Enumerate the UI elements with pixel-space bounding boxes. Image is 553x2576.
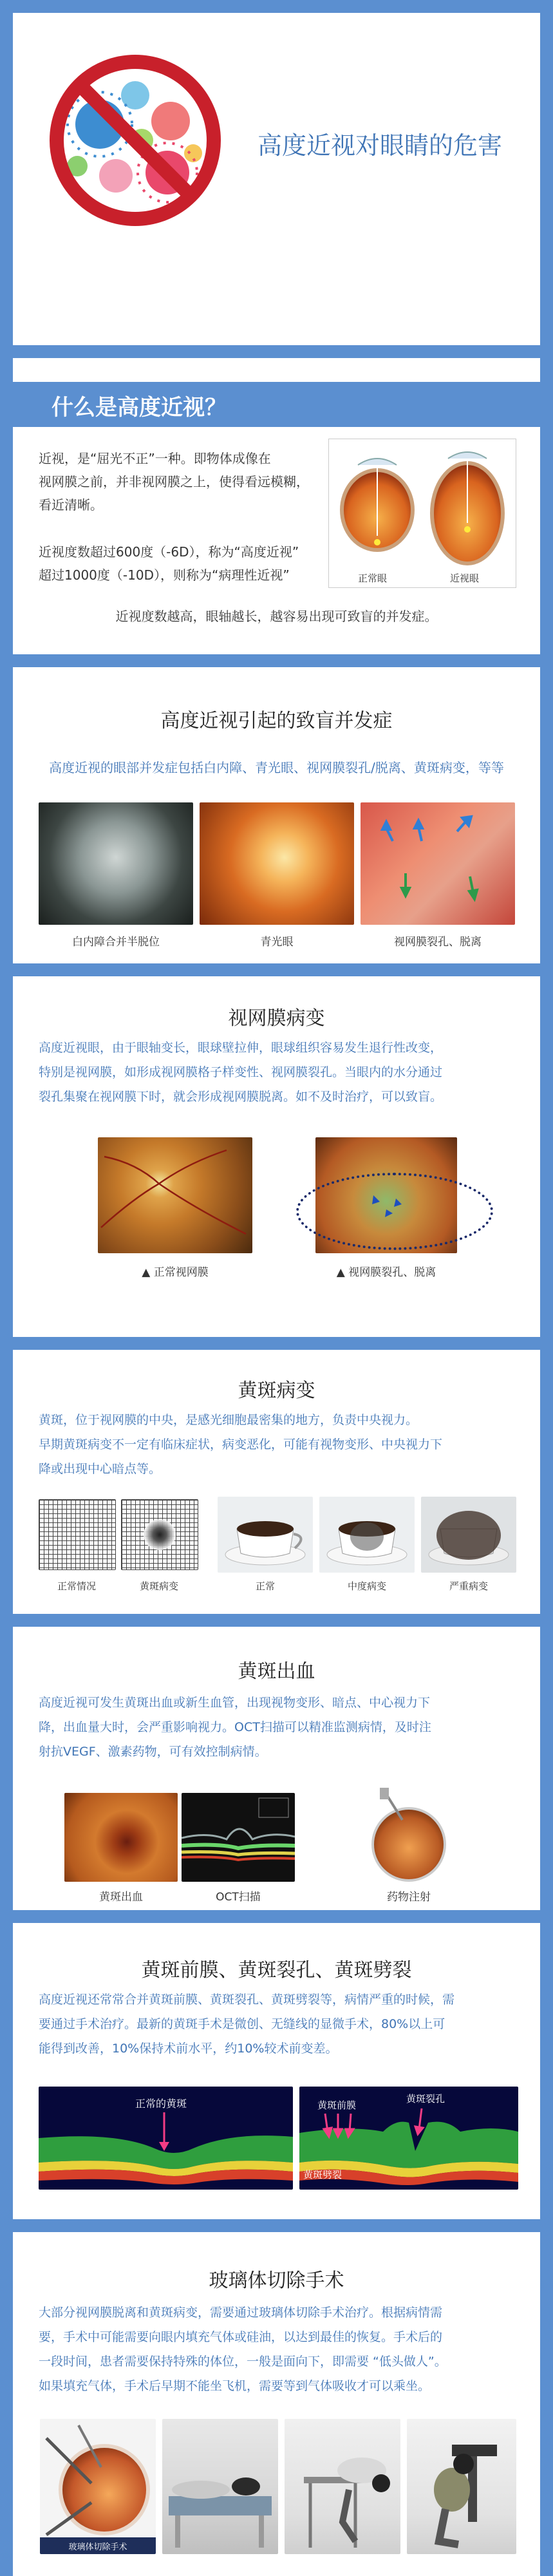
text-line: 近视度数超过600度（-6D），称为“高度近视”: [39, 544, 299, 560]
membrane-text: [39, 1987, 455, 2061]
eye-diagram: [328, 439, 516, 588]
what-footer: 近视度数越高，眼轴越长，越容易出现可致盲的并发症。: [115, 609, 438, 624]
photo-normal-retina: [98, 1137, 252, 1253]
photo-oct-scan: [182, 1793, 295, 1882]
section-title: 视网膜病变: [228, 1007, 325, 1030]
caption: ▲ 视网膜裂孔、脱离: [336, 1266, 436, 1279]
oct-label: 黄斑裂孔: [406, 2093, 445, 2105]
caption: 青光眼: [260, 936, 294, 949]
photo-retinal-tear: [361, 802, 515, 925]
retina-card: [13, 976, 540, 1337]
section-title: 黄斑病变: [238, 1379, 315, 1402]
macula-text: [39, 1408, 442, 1481]
photo-macular-hemorrhage: [64, 1793, 178, 1882]
caption: 白内障合并半脱位: [72, 936, 160, 949]
hero-card: [13, 13, 540, 345]
membrane-card: [13, 1923, 540, 2219]
text-line: 要，手术中可能需要向眼内填充气体或硅油，以达到最佳的恢复。手术后的: [39, 2330, 443, 2344]
oct-label: 黄斑前膜: [317, 2099, 357, 2111]
oct-normal-macula: [39, 2087, 293, 2190]
surgery-card: [13, 2232, 540, 2576]
oct-label: 正常的黄斑: [135, 2098, 187, 2110]
dotted-highlight: [296, 1173, 493, 1250]
surgery-text: [39, 2300, 447, 2398]
photo-glaucoma: [200, 802, 354, 925]
caption: OCT扫描: [216, 1891, 261, 1904]
what-card: [13, 358, 540, 654]
text-line: 高度近视可发生黄斑出血或新生血管，出现视物变形、暗点、中心视力下: [39, 1696, 431, 1710]
section-title: 玻璃体切除手术: [209, 2269, 344, 2292]
eye-label-myopic: 近视眼: [450, 573, 480, 584]
caption: 严重病变: [449, 1580, 488, 1592]
hemorrhage-text: [39, 1690, 431, 1764]
amsler-grid-normal: [39, 1499, 116, 1570]
caption: 黄斑病变: [139, 1580, 178, 1592]
section-heading: 什么是高度近视？: [52, 395, 227, 421]
complications-card: [13, 667, 540, 963]
caption: ▲ 正常视网膜: [142, 1266, 209, 1279]
section-title: 高度近视引起的致盲并发症: [160, 710, 393, 732]
no-virus-icon: [39, 44, 232, 237]
amsler-grid-distorted: [121, 1499, 198, 1570]
caption: 中度病变: [347, 1580, 386, 1592]
text-line: 能得到改善，10%保持术前水平，约10%较术前变差。: [39, 2041, 338, 2056]
oct-pathology: [299, 2087, 518, 2190]
section-heading-bar: [13, 382, 540, 427]
macula-card: [13, 1350, 540, 1614]
what-para-2: [39, 540, 299, 587]
photo-vitrectomy-diagram: [40, 2419, 156, 2554]
text-line: 大部分视网膜脱离和黄斑病变，需要通过玻璃体切除手术治疗。根据病情需: [39, 2306, 443, 2320]
oct-label: 黄斑劈裂: [303, 2169, 342, 2181]
coffee-normal: [218, 1497, 313, 1573]
caption: 正常: [255, 1580, 275, 1592]
text-line: 特别是视网膜，如形成视网膜格子样变性、视网膜裂孔。当眼内的水分通过: [39, 1065, 443, 1079]
caption: 药物注射: [387, 1891, 431, 1904]
photo-cataract: [39, 802, 193, 925]
text-line: 看近清晰。: [39, 497, 103, 513]
text-line: 高度近视还常常合并黄斑前膜、黄斑裂孔、黄斑劈裂等，病情严重的时候，需: [39, 1993, 455, 2007]
caption: 黄斑出血: [99, 1891, 143, 1904]
eye-label-normal: 正常眼: [358, 573, 388, 584]
retina-text: [39, 1036, 442, 1109]
text-line: 射抗VEGF、激素药物，可有效控制病情。: [39, 1745, 267, 1759]
text-line: 要通过手术治疗。最新的黄斑手术是微创、无缝线的显微手术，80%以上可: [39, 2017, 445, 2031]
text-line: 黄斑，位于视网膜的中央，是感光细胞最密集的地方，负责中央视力。: [39, 1413, 418, 1427]
caption: 正常情况: [57, 1580, 96, 1592]
caption: 视网膜裂孔、脱离: [394, 936, 482, 949]
photo-face-down-support: [407, 2419, 516, 2554]
coffee-severe: [421, 1497, 516, 1573]
text-line: 视网膜之前，并非视网膜之上，使得看远模糊，: [39, 474, 309, 489]
photo-recovery-bed: [162, 2419, 278, 2554]
text-line: 一段时间，患者需要保持特殊的体位，一般是面向下，即需要 “低头做人”。: [39, 2354, 447, 2369]
photo-eye-injection: [367, 1788, 451, 1883]
text-line: 如果填充气体，手术后早期不能坐飞机，需要等到气体吸收才可以乘坐。: [39, 2379, 431, 2393]
coffee-moderate: [319, 1497, 415, 1573]
photo-face-down-chair: [285, 2419, 400, 2554]
text-line: 裂孔集聚在视网膜下时，就会形成视网膜脱离。如不及时治疗，可以致盲。: [39, 1090, 443, 1104]
text-line: 早期黄斑病变不一定有临床症状，病变恶化，可能有视物变形、中央视力下: [39, 1437, 443, 1452]
section-title: 黄斑出血: [238, 1660, 315, 1683]
text-line: 降，出血量大时，会严重影响视力。OCT扫描可以精准监测病情，及时注: [39, 1720, 431, 1734]
hero-title: 高度近视对眼睛的危害: [258, 131, 503, 160]
text-line: 降或出现中心暗点等。: [39, 1462, 162, 1476]
text-line: 近视，是“屈光不正”一种。即物体成像在: [39, 451, 271, 466]
complications-intro: 高度近视的眼部并发症包括白内障、青光眼、视网膜裂孔/脱离、黄斑病变，等等: [49, 760, 504, 775]
photo-label: 玻璃体切除手术: [68, 2543, 127, 2552]
hemorrhage-card: [13, 1627, 540, 1910]
what-para-1: [39, 447, 309, 516]
section-title: 黄斑前膜、黄斑裂孔、黄斑劈裂: [141, 1959, 412, 1982]
text-line: 高度近视眼，由于眼轴变长，眼球壁拉伸，眼球组织容易发生退行性改变，: [39, 1041, 443, 1055]
text-line: 超过1000度（-10D），则称为“病理性近视”: [39, 567, 290, 583]
